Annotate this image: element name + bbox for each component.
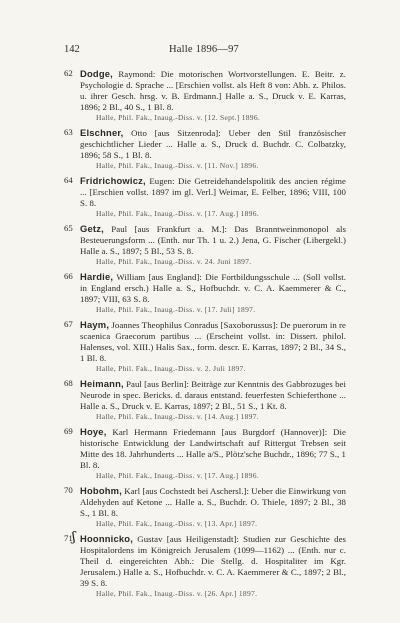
faculty-note: Halle, Phil. Fak., Inaug.-Diss. v. 24. Juni 1897.	[96, 257, 252, 266]
entry-body	[80, 426, 346, 481]
author-surname: Getz,	[80, 223, 104, 234]
entry-body	[80, 533, 346, 599]
entry-text: Joannes Theophilus Conradus [Saxoborussus]: De puerorum in re scaenica Graecorum partibus ... (Erscheint vollst. in: Dissert. philol. Halenses, vol. XIII.) Halis Sax., form. descr. E. Karras, 1897; 2 Bl., 34 S., 1 Bl. 8.	[80, 320, 346, 363]
running-title: Halle 1896—97	[169, 44, 239, 55]
entry-body	[80, 271, 346, 315]
author-surname: Hoonnicko,	[80, 533, 134, 544]
entry-body	[80, 319, 346, 374]
list-item	[64, 485, 346, 529]
page-header	[64, 44, 344, 58]
faculty-note: Halle, Phil. Fak., Inaug.-Diss. v. [13. Apr.] 1897.	[96, 519, 258, 528]
author-surname: Hoye,	[80, 426, 107, 437]
author-surname: Haym,	[80, 319, 110, 330]
pencil-mark-icon: ʃ	[72, 530, 76, 545]
list-item	[64, 175, 346, 219]
list-item	[64, 127, 346, 171]
entry-number: 66	[64, 271, 73, 281]
list-item	[64, 426, 346, 481]
faculty-note: Halle, Phil. Fak., Inaug.-Diss. v. [14. Aug.] 1897.	[96, 412, 259, 421]
entry-text: Paul [aus Frankfurt a. M.]: Das Branntweinmonopol als Besteuerungsform ... (Enth. nur Th. 1 u. 2.) Jena, G. Fischer (Libergekl.) Halle a. S., 1897; 5 Bl., 53 S. 8.	[80, 224, 346, 256]
entry-body	[80, 378, 346, 422]
list-item	[64, 530, 346, 599]
list-item	[64, 319, 346, 374]
author-surname: Hobohm,	[80, 485, 123, 496]
author-surname: Dodge,	[80, 68, 113, 79]
entry-number: 71	[64, 533, 73, 543]
entry-number: 70	[64, 485, 73, 495]
list-item	[64, 271, 346, 315]
entry-body	[80, 127, 346, 171]
entry-body	[80, 175, 346, 219]
entry-text: Raymond: Die motorischen Wortvorstellungen. E. Beitr. z. Psychologie d. Sprache ... [Erschien vollst. als Heft 8 von: Abh. z. Philos. u. ihrer Gesch. hrsg. v. B. Erdmann.] Halle a. S., Druck v. E. Karras, 1896; 2 Bl., 40 S., 1 Bl. 8.	[80, 69, 346, 112]
entry-body	[80, 68, 346, 123]
faculty-note: Halle, Phil. Fak., Inaug.-Diss. v. [17. Juli] 1897.	[96, 305, 256, 314]
author-surname: Heimann,	[80, 378, 124, 389]
entry-number: 69	[64, 426, 73, 436]
faculty-note: Halle, Phil. Fak., Inaug.-Diss. v. [12. Sept.] 1896.	[96, 113, 261, 122]
entry-text: Otto [aus Sitzenroda]: Ueber den Stil französischer geschichtlicher Lieder ... Halle a. S., Druck d. Buchdr. C. Colbatzky, 1896; 58 S., 1 Bl. 8.	[80, 128, 346, 160]
entry-number: 67	[64, 319, 73, 329]
faculty-note: Halle, Phil. Fak., Inaug.-Diss. v. [17. Aug.] 1896.	[96, 209, 259, 218]
entry-body	[80, 485, 346, 529]
entry-number: 65	[64, 223, 73, 233]
author-surname: Elschner,	[80, 127, 124, 138]
page-number: 142	[64, 44, 80, 55]
faculty-note: Halle, Phil. Fak., Inaug.-Diss. v. [26. Apr.] 1897.	[96, 589, 258, 598]
entry-body	[80, 223, 346, 267]
entry-number: 62	[64, 68, 73, 78]
list-item	[64, 223, 346, 267]
entry-number: 63	[64, 127, 73, 137]
faculty-note: Halle, Phil. Fak., Inaug.-Diss. v. 2. Juli 1897.	[96, 364, 246, 373]
entry-text: Karl [aus Cochstedt bei Aschersl.]: Ueber die Einwirkung von Aldehyden auf Ketone ... Halle a. S., Buchdr. O. Thiele, 1897; 2 Bl., 38 S., 1 Bl. 8.	[80, 486, 346, 518]
entry-number: 68	[64, 378, 73, 388]
list-item	[64, 378, 346, 422]
list-item	[64, 68, 346, 123]
faculty-note: Halle, Phil. Fak., Inaug.-Diss. v. [11. Nov.] 1896.	[96, 161, 259, 170]
author-surname: Fridrichowicz,	[80, 175, 146, 186]
faculty-note: Halle, Phil. Fak., Inaug.-Diss. v. [17. Aug.] 1896.	[96, 471, 259, 480]
entry-number: 64	[64, 175, 73, 185]
dissertation-list	[64, 68, 346, 603]
entry-text: Eugen: Die Getreidehandelspolitik des ancien régime ... [Erschien vollst. 1897 im gl. Verl.] Weimar, E. Felber, 1896; VIII, 100 S. 8.	[80, 176, 346, 208]
entry-text: Karl Hermann Friedemann [aus Burgdorf (Hannover)]: Die historische Entwicklung der Landwirtschaft auf Rittergut Trebsen seit Mitte des 18. Jahrhunderts ... Halle a/S., Plötz'sche Buchdr., 1896; 77 S., 1 Bl. 8.	[80, 427, 346, 470]
author-surname: Hardie,	[80, 271, 114, 282]
entry-text: Paul [aus Berlin]: Beiträge zur Kenntnis des Gabbrozuges bei Neurode in spec. Bericks. d. daraus entstand. feuerfesten Schieferthone ... Halle a. S., Druck v. E. Karras, 1897; 2 Bl., 51 S., 1 Kt. 8.	[80, 379, 346, 411]
entry-text: Gustav [aus Heiligenstadt]: Studien zur Geschichte des Hospitalordens im Königreich Jerusalem (1099—1162) ... (Enth. nur c. Theil d. eingereichten Abh.: Die Stellg. d. Hospitaliter im Kgr. Jerusalem.) Halle a. S., Hofbuchdr. v. C. A. Kaemmerer & C., 1897; 2 Bl., 39 S. 8.	[80, 534, 346, 588]
entry-text: William [aus England]: Die Fortbildungsschule ... (Soll vollst. in England ersch.) Halle a. S., Hofbuchdr. v. C. A. Kaemmerer & C., 1897; VIII, 63 S. 8.	[80, 272, 346, 304]
